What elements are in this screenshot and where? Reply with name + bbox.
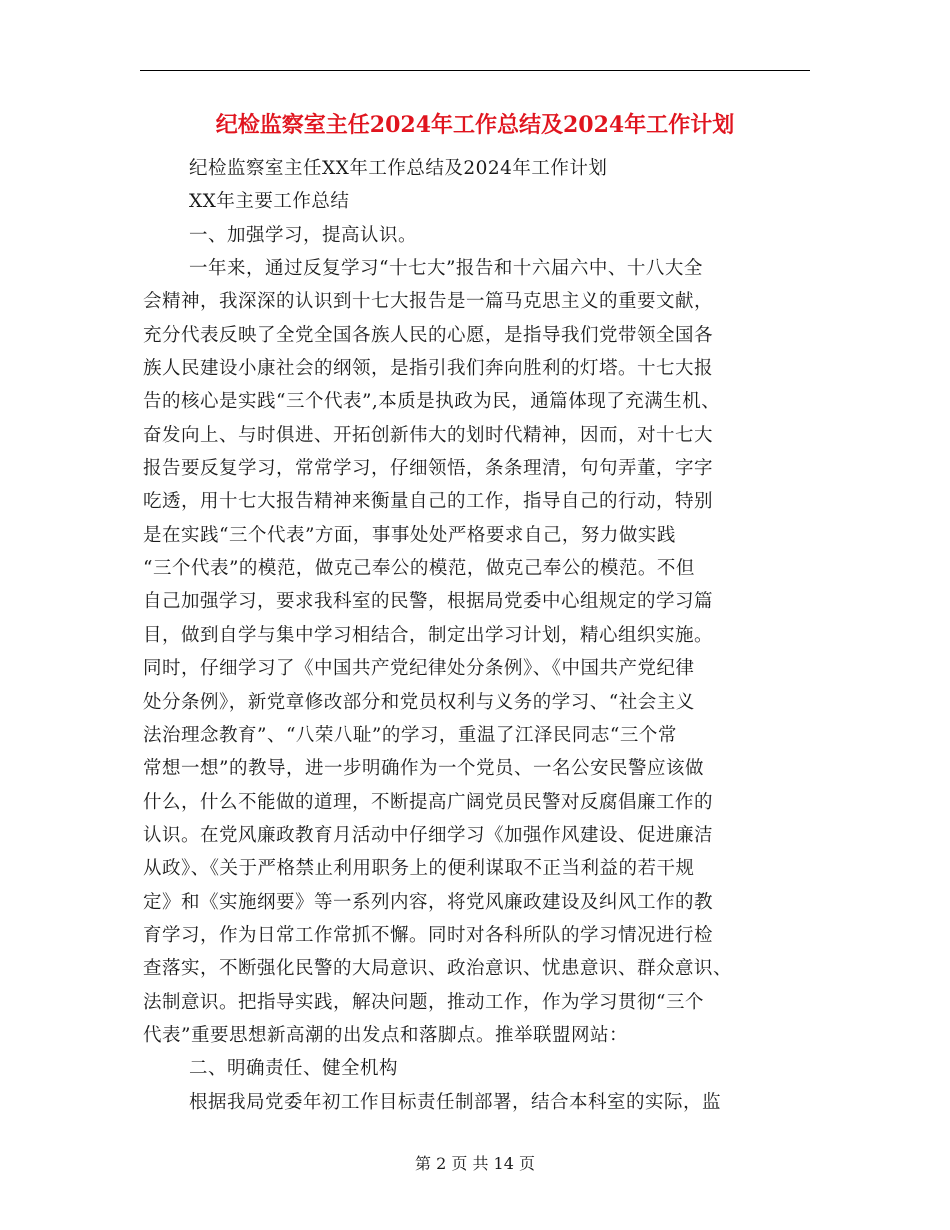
text-line: 认识。在党风廉政教育月活动中仔细学习《加强作风建设、促进廉洁 bbox=[143, 824, 714, 846]
text-line: 同时，仔细学习了《中国共产党纪律处分条例》、《中国共产党纪律 bbox=[143, 658, 695, 680]
text-line: 会精神，我深深的认识到十七大报告是一篇马克思主义的重要文献， bbox=[143, 291, 714, 313]
text-line: 育学习，作为日常工作常抓不懈。同时对各科所队的学习情况进行检 bbox=[143, 924, 714, 946]
text-line: 定》和《实施纲要》等一系列内容，将党风廉政建设及纠风工作的教 bbox=[143, 891, 714, 913]
text-line: 是在实践“三个代表”方面，事事处处严格要求自己，努力做实践 bbox=[143, 524, 676, 546]
text-line: 二、明确责任、健全机构 bbox=[189, 1058, 399, 1080]
text-line: 代表”重要思想新高潮的出发点和落脚点。推举联盟网站： bbox=[143, 1024, 628, 1046]
text-line: 一、加强学习，提高认识。 bbox=[189, 224, 418, 246]
text-line: 处分条例》，新党章修改部分和党员权利与义务的学习、“社会主义 bbox=[143, 691, 695, 713]
text-line: 族人民建设小康社会的纲领，是指引我们奔向胜利的灯塔。十七大报 bbox=[143, 358, 714, 380]
text-line: 报告要反复学习，常常学习，仔细领悟，条条理清，句句弄董，字字 bbox=[143, 458, 714, 480]
text-line: 告的核心是实践“三个代表”,本质是执政为民，通篇体现了充满生机、 bbox=[143, 391, 721, 413]
document-body bbox=[143, 152, 811, 1119]
document-title: 纪检监察室主任2024年工作总结及2024年工作计划 bbox=[215, 112, 735, 138]
text-line: 纪检监察室主任XX年工作总结及2024年工作计划 bbox=[189, 158, 608, 179]
text-line: 充分代表反映了全党全国各族人民的心愿，是指导我们党带领全国各 bbox=[143, 324, 714, 346]
page-number-footer: 第 2 页 共 14 页 bbox=[415, 1154, 535, 1173]
text-line: 什么，什么不能做的道理，不断提高广阔党员民警对反腐倡廉工作的 bbox=[143, 791, 714, 813]
text-line: 常想一想”的教导，进一步明确作为一个党员、一名公安民警应该做 bbox=[143, 758, 704, 780]
header-rule bbox=[140, 70, 810, 71]
text-line: 自己加强学习，要求我科室的民警，根据局党委中心组规定的学习篇 bbox=[143, 591, 714, 613]
text-line: XX年主要工作总结 bbox=[189, 191, 350, 213]
text-line: 奋发向上、与时俱进、开拓创新伟大的划时代精神，因而，对十七大 bbox=[143, 424, 714, 446]
text-line: 一年来，通过反复学习“十七大”报告和十六届六中、十八大全 bbox=[189, 258, 703, 280]
text-line: 根据我局党委年初工作目标责任制部署，结合本科室的实际，监 bbox=[189, 1091, 722, 1113]
text-line: 目，做到自学与集中学习相结合，制定出学习计划，精心组织实施。 bbox=[143, 624, 714, 646]
text-line: “三个代表”的模范，做克己奉公的模范，做克己奉公的模范。不但 bbox=[143, 558, 695, 580]
text-line: 法治理念教育”、“八荣八耻”的学习，重温了江泽民同志“三个常 bbox=[143, 724, 677, 746]
text-line: 从政》、《关于严格禁止利用职务上的便利谋取不正当利益的若干规 bbox=[143, 858, 695, 880]
text-line: 吃透，用十七大报告精神来衡量自己的工作，指导自己的行动，特别 bbox=[143, 491, 714, 513]
text-line: 查落实，不断强化民警的大局意识、政治意识、忧患意识、群众意识、 bbox=[143, 958, 733, 980]
text-line: 法制意识。把指导实践，解决问题，推动工作，作为学习贯彻“三个 bbox=[143, 991, 704, 1013]
